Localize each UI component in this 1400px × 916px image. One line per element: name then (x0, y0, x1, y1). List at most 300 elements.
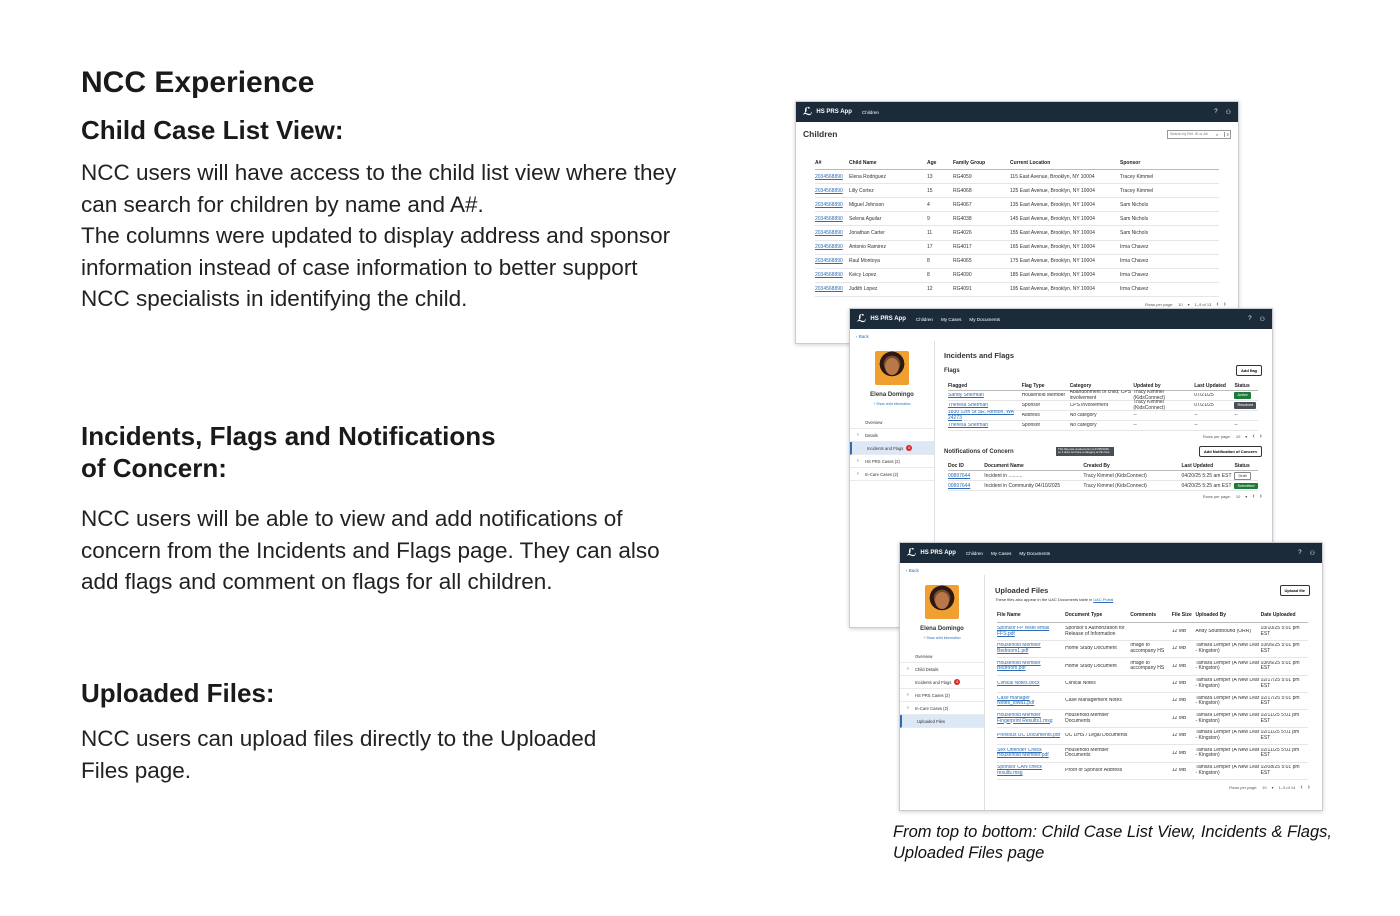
cell-text: 9 (927, 215, 930, 222)
table-cell (1195, 730, 1260, 741)
table-cell (953, 188, 1010, 194)
table-cell (1065, 713, 1130, 724)
nav-overview[interactable] (850, 416, 934, 429)
row-link[interactable]: 2034568890 (815, 173, 843, 180)
table-row (815, 241, 1219, 255)
table-cell (849, 202, 927, 208)
show-child-info-link[interactable]: + Show child information (873, 402, 911, 406)
table-cell (1195, 678, 1260, 689)
table-cell (948, 473, 984, 479)
table-row (815, 269, 1219, 283)
cell-text: Incident in .......... (984, 472, 1023, 479)
cell-text: 165 East Avenue, Brooklyn, NY 10004 (1010, 244, 1095, 251)
cell-text: Sponsor's Authorization for Release of Information (1065, 626, 1125, 637)
chevron-right-icon[interactable]: › (1259, 433, 1262, 440)
cell-text: 185 East Avenue, Brooklyn, NY 10004 (1010, 272, 1095, 279)
column-header: Uploaded By (1195, 611, 1226, 618)
table-cell (1065, 748, 1130, 759)
uploaded-pager (995, 784, 1310, 791)
chevron-left-icon[interactable]: ‹ (1216, 300, 1219, 308)
table-cell (1130, 643, 1171, 654)
table-cell (953, 258, 1010, 264)
nav-hs-prs-cases[interactable] (900, 689, 984, 702)
cell-text: Selena Aguilar (849, 215, 882, 222)
row-link[interactable]: 2034568890 (815, 286, 843, 293)
clear-icon[interactable]: × (1216, 131, 1219, 137)
table-cell (1083, 483, 1181, 489)
table-cell (1172, 646, 1196, 652)
cell-text: 02/17/25 5:01 pm EST (1260, 678, 1300, 689)
table-cell (1172, 664, 1196, 670)
table-cell (953, 202, 1010, 208)
nav-my-documents[interactable]: My Documents (969, 316, 1001, 322)
app-name: HS PRS App (870, 316, 906, 322)
table-cell (815, 174, 849, 180)
table-cell (1234, 472, 1258, 480)
row-link[interactable]: 2034568890 (815, 230, 843, 237)
chevron-right-icon[interactable]: › (1259, 493, 1262, 500)
back-link[interactable]: ‹ Back (856, 334, 869, 339)
column-header: Status (1234, 463, 1250, 469)
table-cell (849, 174, 927, 180)
section-body-uploaded (81, 723, 641, 786)
help-icon[interactable]: ? (1298, 549, 1302, 556)
table-header-row (997, 607, 1308, 623)
cell-text: 15 (927, 187, 933, 194)
cell-text: Sam Nichols (1120, 230, 1149, 237)
nav-children[interactable]: Children (965, 550, 983, 556)
nav-children[interactable]: Children (915, 316, 933, 322)
row-link[interactable]: Theresa Sherman (948, 422, 989, 428)
flags-title: Flags (944, 367, 960, 374)
table-row (815, 184, 1219, 198)
table-cell (927, 230, 953, 236)
cell-text: Tamara Lemper (A New Leaf - Kingston) (1195, 747, 1260, 759)
chevron-left-icon[interactable]: ‹ (1252, 493, 1255, 500)
uac-portal-link[interactable]: UAC Portal (1093, 597, 1114, 602)
chevron-down-icon: ▾ (1271, 784, 1274, 790)
column-header: File Name (997, 611, 1021, 618)
table-cell (953, 272, 1010, 278)
cell-text: Antonio Ramirez (849, 244, 886, 251)
table-cell (1120, 244, 1210, 250)
rows-per-page-select[interactable]: 10 (1262, 784, 1267, 790)
row-link[interactable]: Sponsor FP reset email FFS.pdf (997, 626, 1050, 637)
chevron-right-icon[interactable]: › (1307, 783, 1310, 791)
cell-text: -- (1133, 422, 1137, 428)
chevron-left-icon[interactable]: ‹ (1300, 783, 1303, 791)
table-row (948, 421, 1258, 431)
table-cell (1120, 174, 1210, 180)
chevron-down-icon: ▾ (1245, 434, 1248, 439)
cell-text: 145 East Avenue, Brooklyn, NY 10004 (1010, 215, 1095, 222)
cell-text: RG4065 (953, 258, 972, 265)
table-cell (953, 244, 1010, 250)
cell-text: Keicy Lopez (849, 272, 877, 279)
rows-per-page-select[interactable]: 10 (1178, 301, 1183, 307)
table-row (997, 623, 1308, 640)
table-cell (1181, 473, 1234, 479)
rows-per-page-select[interactable]: 10 (1235, 434, 1241, 439)
noc-title: Notifications of Concern (944, 448, 1014, 455)
table-cell (1120, 286, 1210, 292)
table-row (997, 728, 1308, 745)
cell-text: 115 East Avenue, Brooklyn, NY 10004 (1010, 173, 1095, 180)
table-row (815, 212, 1219, 226)
cell-text: Abandonment of child; CPS involvement (1069, 390, 1132, 401)
table-cell (1010, 272, 1120, 278)
cell-text: -- (1194, 422, 1198, 428)
cell-text: Tamara Lemper (A New Leaf - Kingston) (1195, 730, 1260, 741)
cell-text: Household Member (1021, 392, 1066, 398)
cell-text: Address (1021, 412, 1040, 418)
column-header: Flag Type (1021, 383, 1045, 389)
child-search[interactable] (1167, 130, 1231, 139)
cell-text: Sam Nichols (1120, 201, 1149, 208)
row-link[interactable]: 1830 12th St SE, Renton, WA 24273 (948, 410, 1014, 421)
page-range: 1–9 of 14 (1278, 784, 1296, 790)
table-cell (927, 216, 953, 222)
cell-text: 135 East Avenue, Brooklyn, NY 10004 (1010, 201, 1095, 208)
table-cell (997, 713, 1065, 724)
cell-text: RG4067 (953, 201, 972, 208)
logo-icon: ℒ (857, 312, 867, 325)
table-cell (1234, 402, 1258, 410)
children-title: Children (803, 129, 838, 139)
table-cell (1172, 733, 1196, 739)
cell-text: Sam Nichols (1120, 215, 1149, 222)
table-cell (1261, 696, 1308, 707)
table-row (948, 481, 1258, 491)
cell-text: Sponsor (1021, 422, 1041, 428)
table-cell (1261, 748, 1308, 759)
row-link[interactable]: 2034568890 (815, 187, 843, 194)
cell-text: RG4068 (953, 187, 972, 194)
table-cell (1195, 643, 1260, 654)
nav-children[interactable]: Children (861, 109, 879, 115)
row-link[interactable]: 2034568890 (815, 244, 843, 251)
row-link[interactable]: 00897644 (948, 472, 971, 479)
table-cell (984, 473, 1083, 479)
cell-text: 12 MB (1171, 628, 1187, 634)
cell-text: Tracy Kimmel (KidsConnect) (1133, 400, 1166, 411)
user-icon[interactable]: ⚇ (1225, 109, 1231, 116)
status-badge: Resolved (1234, 402, 1256, 410)
app-name: HS PRS App (920, 550, 956, 556)
table-cell (1133, 413, 1194, 419)
table-cell (953, 230, 1010, 236)
cell-text: 02/11/25 5:01 pm EST (1260, 713, 1300, 724)
table-cell (1065, 768, 1130, 774)
table-cell (1120, 188, 1210, 194)
cell-text: 125 East Avenue, Brooklyn, NY 10004 (1010, 187, 1095, 194)
table-cell (953, 286, 1010, 292)
nav-in-care-label: In-Care Cases (2) (865, 471, 899, 477)
table-cell (1022, 413, 1070, 419)
page-range: 1–9 of 13 (1194, 301, 1212, 307)
table-cell (1261, 730, 1308, 741)
table-cell (1065, 626, 1130, 637)
chevron-right-icon: › (907, 666, 909, 672)
table-cell (948, 393, 1022, 399)
help-icon[interactable]: ? (1214, 108, 1218, 115)
table-cell (1010, 244, 1120, 250)
table-cell (815, 188, 849, 194)
add-flag-button[interactable]: Add flag (1236, 365, 1262, 376)
row-link[interactable]: Case manager Notes_iowa1.pdf (997, 695, 1035, 707)
nav-child-details[interactable] (900, 663, 984, 676)
table-cell (1065, 664, 1130, 670)
table-cell (1261, 643, 1308, 654)
table-cell (1261, 765, 1308, 776)
table-cell (1195, 661, 1260, 672)
search-icon[interactable]: ⌕ (1226, 131, 1229, 137)
column-header: Comments (1130, 611, 1157, 618)
table-cell (815, 230, 849, 236)
chevron-left-icon[interactable]: ‹ (1252, 433, 1255, 440)
cell-text: RG4059 (953, 173, 972, 180)
cell-text: Tracey Kimmel (1120, 173, 1154, 180)
table-cell (815, 272, 849, 278)
cell-text: 03/10/25 5:01 pm EST (1260, 626, 1300, 637)
row-link[interactable]: 2034568890 (815, 201, 843, 208)
child-sidenav (900, 575, 985, 810)
table-cell (1195, 696, 1260, 707)
cell-text: 4 (927, 201, 930, 208)
table-cell (1172, 716, 1196, 722)
child-search-input[interactable] (1168, 131, 1219, 137)
cell-text: Proof of Sponsor Address (1065, 767, 1123, 773)
uploaded-main (995, 585, 1310, 791)
cell-text: Andy Southbound (ORR) (1195, 628, 1252, 634)
cell-text: 02/11/25 5:01 pm EST (1260, 747, 1300, 759)
help-icon[interactable]: ? (1248, 315, 1252, 322)
chevron-right-icon: › (907, 705, 909, 711)
nav-uploaded-files[interactable] (900, 715, 984, 728)
section-body-incidents (81, 503, 681, 598)
cell-text: 195 East Avenue, Brooklyn, NY 10004 (1010, 286, 1095, 293)
table-row (997, 710, 1308, 727)
table-cell (1195, 713, 1260, 724)
row-link[interactable]: Sponsor CAN check results.msg (997, 765, 1043, 776)
cell-text: 03/06/25 5:01 pm EST (1260, 643, 1300, 654)
figure-caption: From top to bottom: Child Case List View, Incidents & Flags, Uploaded Files page (893, 823, 1332, 862)
cell-text: 12 MB (1171, 681, 1187, 686)
table-cell (927, 188, 953, 194)
nav-in-care-label: In-Care Cases (2) (915, 705, 949, 711)
table-cell (1194, 413, 1234, 419)
table-cell (1234, 483, 1258, 489)
flag-tooltip: This flag was created prior to 07/05/2025, so it does not have a category at this time. (1056, 447, 1114, 456)
row-link[interactable]: 2034568890 (815, 272, 843, 279)
nav-details[interactable] (850, 429, 934, 442)
row-link[interactable]: Theresa Sherman (948, 402, 989, 408)
cell-text: Tamara Lemper (A New Leaf - Kingston) (1195, 765, 1260, 776)
rows-per-page-select[interactable]: 10 (1235, 494, 1241, 499)
table-cell (1261, 713, 1308, 724)
table-cell (1120, 216, 1210, 222)
column-header: Age (927, 160, 937, 167)
row-link[interactable]: Clinical Notes.docx (997, 681, 1040, 686)
nav-incidents-flags[interactable] (900, 676, 984, 689)
table-cell (849, 216, 927, 222)
child-avatar (925, 585, 959, 619)
table-cell (1069, 412, 1137, 419)
flags-table (944, 376, 1262, 431)
table-cell (997, 681, 1065, 687)
nav-incidents-flags[interactable] (850, 442, 934, 455)
column-header: Child Name (849, 160, 877, 167)
table-row (815, 226, 1219, 240)
table-header-row (948, 462, 1258, 471)
rows-per-page-label: Rows per page: (1229, 784, 1258, 790)
cell-text: 12 MB (1171, 646, 1187, 652)
cell-text: 02/11/25 5:01 pm EST (1260, 730, 1300, 741)
cell-text: RG4091 (953, 286, 972, 293)
table-cell (1120, 272, 1210, 278)
row-link[interactable]: Household Member Bedroom.pdf (997, 660, 1041, 672)
cell-text: Case Management Notes (1065, 698, 1122, 704)
table-cell (927, 244, 953, 250)
cell-text: 12 (927, 286, 933, 293)
table-cell (1022, 423, 1070, 429)
nav-my-cases[interactable]: My Cases (940, 316, 962, 322)
row-link[interactable]: Household Member Bedroom1.pdf (997, 643, 1041, 654)
nav-overview[interactable] (900, 650, 984, 663)
uploaded-title: Uploaded Files (995, 586, 1049, 595)
upload-file-button[interactable]: Upload file (1280, 585, 1310, 596)
column-header: Updated by (1133, 383, 1161, 389)
cell-text: Miguel Johnson (849, 201, 885, 208)
cell-text: Home Study Document (1065, 663, 1117, 669)
table-cell (849, 188, 927, 194)
cell-text: 12 MB (1171, 698, 1187, 704)
table-cell (1261, 626, 1308, 637)
table-cell (1065, 681, 1130, 687)
cell-text: Raul Montoya (849, 258, 880, 265)
user-icon[interactable]: ⚇ (1259, 316, 1265, 323)
nav-my-documents[interactable]: My Documents (1019, 550, 1051, 556)
children-pager (796, 301, 1238, 308)
table-cell (1022, 393, 1070, 399)
cell-text: Image to accompany HS (1130, 660, 1165, 672)
cell-text: 11 (927, 230, 933, 237)
row-link[interactable]: 00897644 (948, 482, 971, 489)
show-child-info-link[interactable]: + Show child information (923, 636, 961, 640)
child-name: Elena Domingo (870, 392, 914, 398)
cell-text: 12 MB (1171, 750, 1187, 756)
cell-text: Tracey Kimmel (1120, 187, 1154, 194)
table-row (997, 693, 1308, 710)
table-cell (1065, 646, 1130, 652)
chevron-right-icon[interactable]: › (1223, 300, 1226, 308)
column-header: File Size (1171, 611, 1192, 618)
table-cell (984, 483, 1083, 489)
rows-per-page-label: Rows per page: (1202, 434, 1231, 439)
table-cell (1120, 230, 1210, 236)
add-noc-button[interactable]: Add Notification of Concern (1199, 446, 1262, 457)
cell-text: 03/06/25 5:01 pm EST (1260, 660, 1300, 672)
cell-text: Sponsor (1021, 402, 1041, 408)
column-header: Last Updated (1181, 463, 1214, 469)
cell-text: 8 (927, 258, 930, 265)
rows-per-page-label: Rows per page: (1202, 494, 1231, 499)
chevron-down-icon: ▾ (1187, 301, 1190, 307)
row-link[interactable]: Previous UC Documents.pdf (997, 733, 1061, 739)
row-link[interactable]: Sex Offender Check Household Member.pdf (997, 747, 1049, 759)
user-icon[interactable]: ⚇ (1309, 550, 1315, 557)
table-row (997, 658, 1308, 675)
column-header: Doc ID (948, 463, 964, 469)
cell-text: 175 East Avenue, Brooklyn, NY 10004 (1010, 258, 1095, 265)
cell-text: Clinical Notes (1065, 681, 1096, 686)
nav-in-care-cases[interactable] (850, 468, 934, 481)
table-cell (1120, 202, 1210, 208)
app-name: HS PRS App (816, 109, 852, 115)
table-row (815, 198, 1219, 212)
table-cell (1133, 400, 1194, 411)
logo-icon: ℒ (803, 105, 813, 118)
cell-text: Household Member Documents (1065, 747, 1109, 759)
table-row (815, 283, 1219, 297)
cell-text: Judith Lopez (849, 286, 878, 293)
table-row (948, 471, 1258, 481)
nav-in-care-cases[interactable] (900, 702, 984, 715)
table-cell (815, 258, 849, 264)
incidents-main (944, 351, 1262, 500)
column-header: Document Name (984, 463, 1024, 469)
cell-text: RG4026 (953, 230, 972, 237)
cell-text: 02/17/25 5:01 pm EST (1260, 695, 1300, 707)
table-cell (997, 748, 1065, 759)
table-cell (997, 643, 1065, 654)
logo-icon: ℒ (907, 546, 917, 559)
table-cell (1194, 403, 1234, 409)
cell-text: 04/20/25 5:25 am EST (1181, 482, 1232, 489)
child-avatar (875, 351, 909, 385)
nav-my-cases[interactable]: My Cases (990, 550, 1012, 556)
nav-hs-prs-cases[interactable] (850, 455, 934, 468)
table-row (948, 411, 1258, 421)
row-link[interactable]: 2034568890 (815, 258, 843, 265)
section-title-uploaded: Uploaded Files: (81, 678, 275, 708)
table-cell (1083, 473, 1181, 479)
table-row (997, 641, 1308, 658)
cell-text: Tamara Lemper (A New Leaf - Kingston) (1195, 678, 1260, 689)
table-cell (1261, 661, 1308, 672)
table-cell (927, 272, 953, 278)
section-title-child-list: Child Case List View: (81, 115, 344, 145)
cell-text: Irma Chavez (1120, 244, 1149, 251)
row-link[interactable]: 2034568890 (815, 215, 843, 222)
table-cell (849, 258, 927, 264)
table-cell (1022, 403, 1070, 409)
cell-text: Lilly Cortez (849, 187, 874, 194)
cell-text: No category (1069, 422, 1097, 428)
cell-text: 155 East Avenue, Brooklyn, NY 10004 (1010, 230, 1095, 237)
row-link[interactable]: Household Member Fingerprint Results1.msg (997, 713, 1053, 724)
cell-text: Tracy Kimmel (KidsConnect) (1083, 482, 1147, 489)
table-cell (997, 696, 1065, 707)
cell-text: 13 (927, 173, 933, 180)
cell-text: 04/20/25 5:25 am EST (1181, 472, 1232, 479)
row-link[interactable]: Sandy Sherman (948, 392, 984, 398)
back-link[interactable]: ‹ Back (906, 568, 919, 573)
table-cell (1194, 423, 1234, 429)
cell-text: 07/21/25 (1194, 402, 1214, 408)
nav-hs-cases-label: HS PRS Cases (2) (915, 692, 950, 698)
uploaded-subtitle-text: These files also appear in the UAC Documents table in (995, 597, 1093, 602)
